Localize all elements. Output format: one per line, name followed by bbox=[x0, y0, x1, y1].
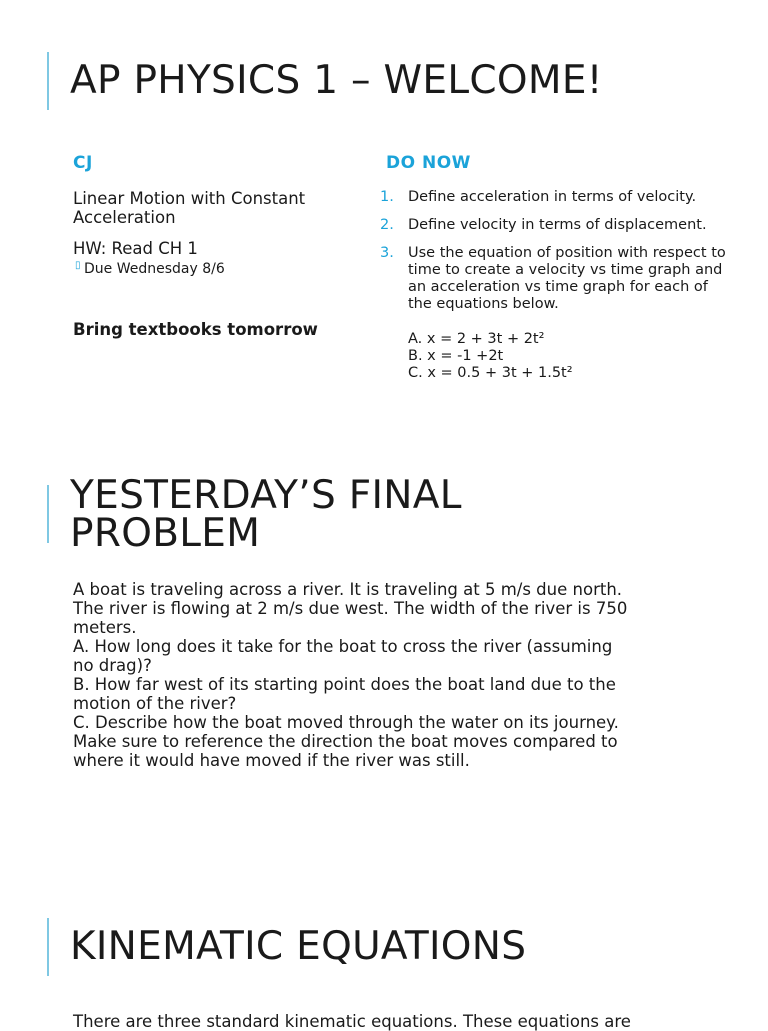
problem-line: A. How long does it take for the boat to cross the river (assuming bbox=[73, 637, 613, 656]
problem-line: B. How far west of its starting point does the boat land due to the bbox=[73, 675, 616, 694]
title-accent-bar-1 bbox=[47, 52, 49, 110]
do-now-text: Define velocity in terms of displacement. bbox=[408, 217, 707, 233]
do-now-item bbox=[380, 245, 730, 382]
homework-text: HW: Read CH 1 bbox=[73, 239, 198, 258]
problem-line: The river is flowing at 2 m/s due west. The width of the river is 750 bbox=[73, 599, 628, 618]
title-line-1: YESTERDAY’S FINAL bbox=[70, 473, 462, 518]
due-date-text: Due Wednesday 8/6 bbox=[84, 261, 225, 277]
slide-title-3: KINEMATIC EQUATIONS bbox=[70, 924, 527, 969]
title-line-2: PROBLEM bbox=[70, 511, 261, 556]
do-now-item bbox=[380, 217, 730, 234]
problem-line: Make sure to reference the direction the boat moves compared to bbox=[73, 732, 618, 751]
problem-line: where it would have moved if the river was still. bbox=[73, 751, 470, 770]
do-now-text: Define acceleration in terms of velocity. bbox=[408, 189, 697, 205]
do-now-number: 1. bbox=[380, 189, 394, 205]
equation-a: A. x = 2 + 3t + 2t² bbox=[408, 331, 545, 347]
sub-bullet-icon: ▯ bbox=[75, 260, 81, 271]
problem-text bbox=[73, 580, 693, 770]
left-column-heading: CJ bbox=[73, 153, 93, 173]
title-accent-bar-3 bbox=[47, 918, 49, 976]
equation-c: C. x = 0.5 + 3t + 1.5t² bbox=[408, 365, 573, 381]
do-now-number: 2. bbox=[380, 217, 394, 233]
do-now-list bbox=[380, 189, 730, 393]
problem-line: C. Describe how the boat moved through the water on its journey. bbox=[73, 713, 619, 732]
right-column-heading: DO NOW bbox=[386, 153, 471, 173]
do-now-number: 3. bbox=[380, 245, 394, 261]
equation-b: B. x = -1 +2t bbox=[408, 348, 504, 364]
reminder-text: Bring textbooks tomorrow bbox=[73, 320, 318, 339]
title-accent-bar-2 bbox=[47, 485, 49, 543]
problem-line: A boat is traveling across a river. It is traveling at 5 m/s due north. bbox=[73, 580, 623, 599]
do-now-text: Use the equation of position with respect to time to create a velocity vs time graph and an acceleration vs time graph for each of the equations below. bbox=[408, 245, 726, 312]
problem-line: meters. bbox=[73, 618, 137, 637]
do-now-item bbox=[380, 189, 730, 206]
problem-line: motion of the river? bbox=[73, 694, 237, 713]
topic-text: Linear Motion with Constant Acceleration bbox=[73, 189, 306, 227]
problem-line: no drag)? bbox=[73, 656, 152, 675]
kinematics-intro-text: There are three standard kinematic equations. These equations are bbox=[73, 1012, 631, 1031]
slide-title-2 bbox=[70, 473, 462, 556]
slide-title: AP PHYSICS 1 – WELCOME! bbox=[70, 58, 603, 103]
